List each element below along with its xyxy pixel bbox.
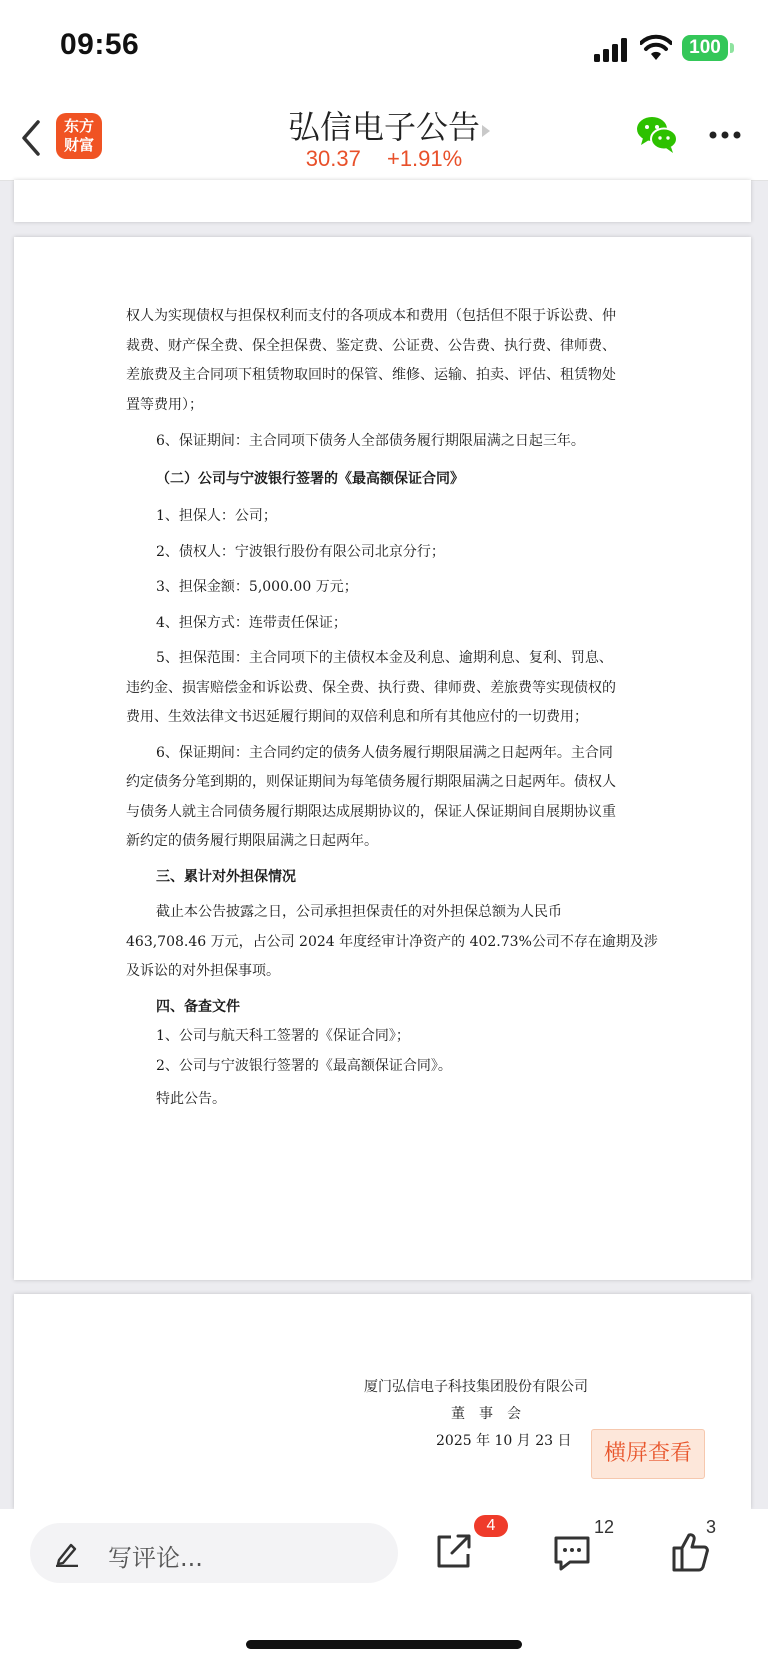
pencil-icon xyxy=(54,1541,80,1567)
signature-board: 董 事 会 xyxy=(451,1406,521,1422)
logo-line-2: 财富 xyxy=(63,136,94,154)
doc-line: 6、保证期间：主合同项下债务人全部债务履行期限届满之日起三年。 xyxy=(156,433,585,449)
document-page xyxy=(14,237,751,1280)
battery-icon: 100 xyxy=(682,35,728,61)
stock-price: 30.37 xyxy=(305,146,361,171)
section-heading: 四、备查文件 xyxy=(156,998,240,1015)
doc-line: 1、担保人：公司； xyxy=(156,508,277,524)
page-title[interactable]: 弘信电子公告 xyxy=(287,108,480,146)
nav-bar xyxy=(0,96,768,181)
like-count: 3 xyxy=(706,1517,717,1537)
signature-date: 2025 年 10 月 23 日 xyxy=(436,1433,572,1449)
share-count-badge: 4 xyxy=(474,1515,508,1537)
comment-icon[interactable] xyxy=(552,1533,592,1573)
doc-line: 违约金、损害赔偿金和诉讼费、保全费、执行费、律师费、差旅费等实现债权的 xyxy=(126,679,616,696)
doc-line: 2、公司与宁波银行签署的《最高额保证合同》。 xyxy=(156,1057,452,1074)
doc-line: 4、担保方式：连带责任保证； xyxy=(156,614,347,631)
section-heading: （二）公司与宁波银行签署的《最高额保证合同》 xyxy=(156,470,464,487)
comment-placeholder: 写评论... xyxy=(108,1544,203,1572)
home-indicator xyxy=(246,1640,522,1649)
section-heading: 三、累计对外担保情况 xyxy=(156,868,296,885)
status-time: 09:56 xyxy=(60,28,140,61)
doc-line: 差旅费及主合同项下租赁物取回时的保管、维修、运输、拍卖、评估、租赁物处 xyxy=(126,367,616,383)
comment-count: 12 xyxy=(594,1517,615,1537)
doc-line: 1、公司与航天科工签署的《保证合同》； xyxy=(156,1028,410,1044)
doc-line: 置等费用）； xyxy=(126,396,203,413)
signature-company: 厦门弘信电子科技集团股份有限公司 xyxy=(364,1379,588,1395)
status-bar xyxy=(0,0,768,96)
more-icon[interactable] xyxy=(708,130,742,140)
caret-right-icon xyxy=(481,124,491,138)
doc-line: 与债务人就主合同债务履行期限达成展期协议的，保证人保证期间自展期协议重 xyxy=(126,803,616,820)
doc-line: 新约定的债务履行期限届满之日起两年。 xyxy=(126,833,378,849)
doc-line: 截止本公告披露之日，公司承担担保责任的对外担保总额为人民币 xyxy=(156,904,562,920)
cellular-signal-icon xyxy=(594,38,628,62)
battery-tip xyxy=(730,43,734,53)
wechat-icon[interactable] xyxy=(635,114,679,154)
thumbs-up-icon[interactable] xyxy=(670,1531,710,1573)
doc-line: 3、担保金额：5,000.00 万元； xyxy=(156,579,358,595)
doc-line: 约定债务分笔到期的，则保证期间为每笔债务履行期限届满之日起两年。债权人 xyxy=(126,774,616,790)
doc-line: 费用、生效法律文书迟延履行期间的双倍利息和所有其他应付的一切费用； xyxy=(126,709,588,725)
doc-line: 2、债权人：宁波银行股份有限公司北京分行； xyxy=(156,543,445,560)
doc-line: 463,708.46 万元，占公司 2024 年度经审计净资产的 402.73%公司不存在逾期及涉 xyxy=(126,933,658,950)
share-icon[interactable] xyxy=(434,1531,474,1571)
doc-line: 权人为实现债权与担保权利而支付的各项成本和费用（包括但不限于诉讼费、仲 xyxy=(126,308,616,324)
doc-line: 特此公告。 xyxy=(156,1091,226,1107)
doc-line: 裁费、财产保全费、保全担保费、鉴定费、公证费、公告费、执行费、律师费、 xyxy=(126,337,616,354)
comment-input[interactable] xyxy=(30,1523,398,1583)
document-page-previous xyxy=(14,180,751,222)
landscape-view-button[interactable]: 横屏查看 xyxy=(591,1429,705,1479)
stock-change: +1.91% xyxy=(386,146,463,171)
doc-line: 5、担保范围：主合同项下的主债权本金及利息、逾期利息、复利、罚息、 xyxy=(156,650,613,666)
logo-line-1: 东方 xyxy=(63,117,94,135)
wifi-icon xyxy=(640,34,672,62)
doc-line: 6、保证期间：主合同约定的债务人债务履行期限届满之日起两年。主合同 xyxy=(156,744,613,761)
document-text xyxy=(126,302,658,1115)
doc-line: 及诉讼的对外担保事项。 xyxy=(126,963,280,979)
